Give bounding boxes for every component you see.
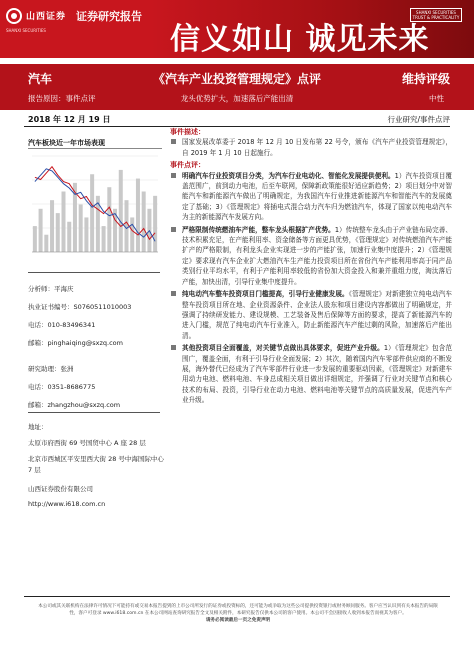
company-name: 山西证券股份有限公司 [28,485,93,493]
analyst-email-row [28,338,123,347]
bullet-icon [171,291,176,296]
bullet-icon [171,227,176,232]
report-body [170,127,452,408]
comment-item-2 [170,225,452,287]
comment-lead-2: 严格限制传统燃油车产能，整车龙头根据扩产优势。 [182,225,335,234]
comment-lead-1: 明确汽车行业投资项目分类，为汽车行业电动化、智能化发展提供便利。 [182,171,395,180]
analyst-phone-row [28,320,95,329]
chart-bar [124,200,128,252]
analyst-cert: S0760511010003 [73,303,132,311]
assistant-row [28,364,74,373]
analyst-cert-row [28,302,131,311]
logo-icon [6,8,22,24]
assistant-label: 研究助理： [28,365,61,373]
chart-bar [102,226,106,252]
slogan: 信义如山 诚见未来 [170,22,430,57]
chart-bar [61,192,65,252]
logo-subtext: SHANXI SECURITIES [6,28,46,33]
address-line-1: 太原市府西街 69 号国贸中心 A 座 28 层 [28,439,146,447]
assistant-email-label: 邮箱： [28,401,48,409]
address-line-2: 北京市西城区平安里西大街 28 号中海国际中心 7 层 [28,455,164,474]
comment-lead-4: 其他投资项目全面覆盖，对关键节点做出具体要求，促进产业升级。 [182,344,384,353]
assistant-email-row [28,400,120,409]
report-reason: 报告原因：事件点评 [28,94,96,103]
chart-bar [142,192,146,252]
analyst-name: 平海庆 [54,285,74,293]
assistant-name: 张洲 [60,365,74,373]
address-label: 地址： [28,423,48,431]
chart-bar [130,217,134,252]
stamp-logo [406,8,466,22]
assistant-phone-row [28,382,95,391]
analyst-label: 分析师： [28,285,54,293]
report-date: 2018 年 12 月 19 日 [28,115,111,124]
report-type: 证券研究报告 [76,10,142,23]
report-title: 《汽车产业投资管理规定》点评 [152,72,321,86]
bullet-icon [171,173,176,178]
chart-bar [44,235,48,252]
chart-title: 汽车板块近一年市场表现 [28,139,105,147]
report-subtitle: 龙头优势扩大，加速落后产能出清 [180,94,294,103]
event-item [170,137,452,158]
stamp-box [410,8,463,22]
comment-lead-3: 纯电动汽车整车投资项目门槛提高，引导行业健康发展。 [182,290,349,299]
bullet-icon [171,345,176,350]
event-text: 国家发展改革委于 2018 年 12 月 10 日发布第 22 号令，颁布《汽车产业投资管理规定》，自 2019 年 1 月 10 日起施行。 [182,138,452,157]
company-website[interactable]: http://www.i618.com.cn [28,500,106,508]
chart-bar [84,217,88,252]
comments-heading: 事件点评： [170,161,205,170]
chart-divider [28,148,162,149]
stamp-line-2: TRUST & PRACTICALITY [412,15,460,20]
chart-bar [50,200,54,252]
analyst-cert-label: 执业证书编号： [28,303,74,311]
performance-chart [28,150,162,262]
chart-bar [33,226,37,252]
comment-body-1: 1）汽车投资项目覆盖范围广，前到动力电池，后至车联网，保障新政策能很好适应新趋势；2）项目划分中对智能汽车和新能源汽车做出了明确规定，为我国汽车行业推进新能源汽车和智能汽车的发展奠定了基础；3）《管理规定》将插电式混合动力汽车归为燃油汽车，体现了国家以纯电动汽车为主的新能源汽车发展方向。 [182,171,452,222]
company-logo [6,6,68,34]
analyst-phone: 010-83496341 [47,321,96,329]
report-category: 行业研究/事件点评 [387,115,450,124]
events-heading: 事件描述： [170,128,205,136]
analyst-row [28,284,74,293]
stamp-line-1: SHANXI SECURITIES [416,10,456,15]
assistant-phone: 0351-8686775 [47,383,96,391]
chart-bar [79,204,83,252]
chart-bar [136,179,140,252]
chart-bar [119,170,123,252]
comment-body-2: 1）传统整车龙头由于产业链布局完善、技术积累充足，在产能利用率、资金储备等方面更具优势，《管理规定》对传统燃油汽车产能扩产的严格限制，有利龙头企业实现进一步的产能扩张，加速行业集中度提升；2）《管理规定》要求现有汽车企业扩大燃油汽车生产能力投资项目所在省份汽车产能利用率高于同产品类别行业平均水平，有利于产能利用率较低的省份加大资金投入和兼并重组力度，淘汰落后产能，加快出清，引导行业集中度提升。 [182,225,453,286]
bullet-icon [171,139,176,144]
assistant-phone-label: 电话： [28,383,48,391]
chart-bar [107,187,111,252]
comment-item-1 [170,171,452,223]
chart-bar [90,174,94,252]
assistant-email[interactable]: zhangzhou@sxzq.com [47,401,121,409]
chart-bar [67,222,71,252]
logo-name: 山西证券 [26,12,67,22]
rating-view: 中性 [429,94,444,103]
address-divider [28,412,160,413]
sector-label: 汽车 [28,72,53,86]
footer-divider [24,596,450,597]
chart-bar [39,209,43,252]
comment-item-3 [170,289,452,341]
chart-bar [153,196,157,252]
comment-body-3: 《管理规定》对新建独立纯电动汽车整车投资项目所在地、企业资源条件、企业法人股东和项目建设内容都做出了明确规定，并强调了持续研发能力、建设规模、工艺装备及售后保障等方面的要求，提高了新能源汽车的进入门槛，规范了纯电动汽车行业准入，防止新能源汽车产能过剩的风险，加速落后产能出清。 [182,290,453,340]
title-bar [0,64,474,110]
footer-disclaimer [38,603,438,624]
analyst-email[interactable]: pinghaiqing@sxzq.com [47,339,123,347]
header-banner [0,0,474,58]
analyst-divider [28,272,160,273]
comment-item-4 [170,343,452,405]
footer-line-2: 请务必阅读最后一页之免责声明 [205,618,271,623]
rating-label: 维持评级 [401,72,450,86]
comment-body-4: 1）《管理规定》包含范围广，覆盖全面，有利于引导行业全面发展；2）其次，随着国内汽车零部件供应商的不断发展，海外替代已经成为了汽车零部件行业进一步发展的重要驱动因素，《管理规定》对新建车用动力电池、燃料电池、车身总成相关项目做出详细规定，并强调了行业对关键节点和核心技术的布局、投资，引导行业在动力电池、燃料电池等关键节点的高质量发展，促进汽车产业升级。 [182,344,452,405]
chart-bar [56,213,60,252]
analyst-email-label: 邮箱： [28,339,48,347]
footer-line-1: 本公司或其关联机构在法律许可情况下可能持有或交易本报告提到的上市公司所发行的证券或投资标的，还可能为或争取为这些公司提供投资银行或财务顾问服务。客户应当认识到有关本报告的局限性，客户可登录 www.i618.com.cn 在本公司网站查询研究报告全文及相关附件，本研究报告仅供本公司的客户使用。本公司不会因接收人收到本报告而视其为客户。 [38,604,438,616]
analyst-phone-label: 电话： [28,321,48,329]
